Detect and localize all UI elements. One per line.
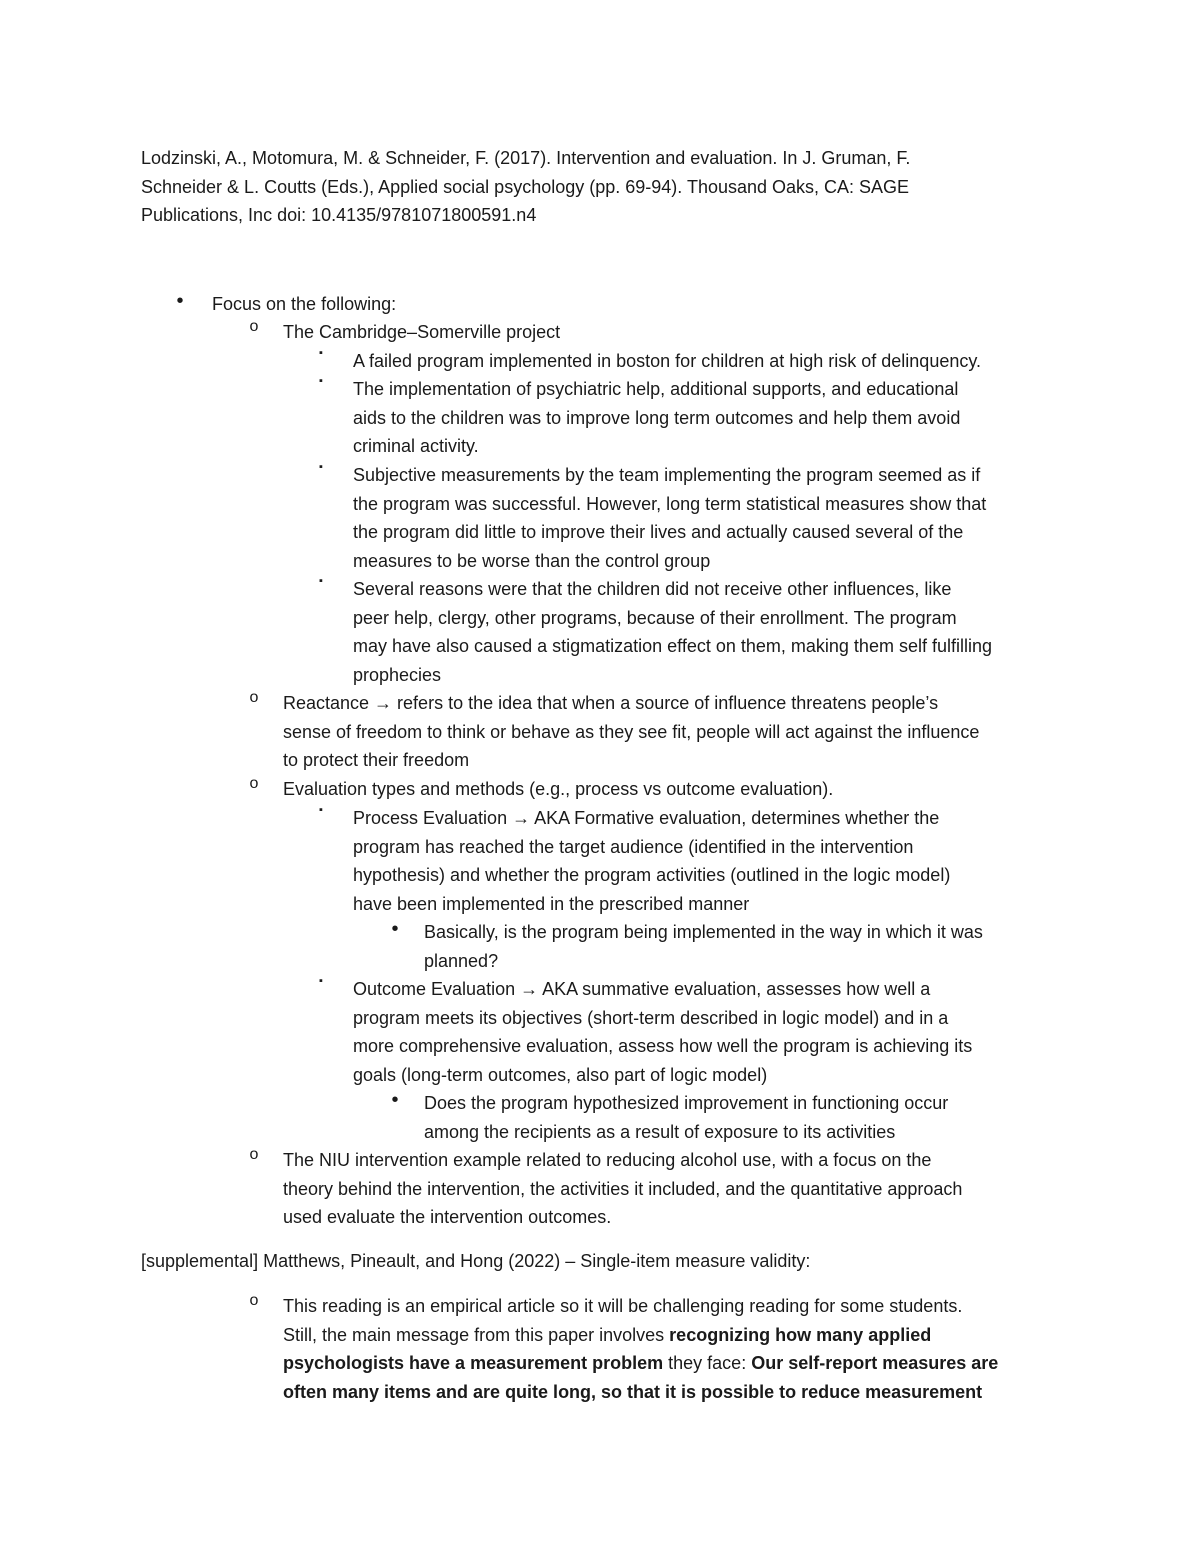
outcome-line: Outcome Evaluation → AKA summative evaluation, assesses how well a [353,979,931,999]
bullet-icon: • [176,290,184,312]
point-line: aids to the children was to improve long term outcomes and help them avoid [353,407,961,428]
circle-bullet-icon: o [249,318,259,335]
process-line: have been implemented in the prescribed manner [353,893,750,914]
bold-text: Our self-report measures are [751,1353,999,1373]
point-line: measures to be worse than the control group [353,550,711,571]
outcome-sub-line: among the recipients as a result of exposure to its activities [424,1121,896,1142]
cambridge-heading: The Cambridge–Somerville project [283,322,561,342]
point-line: Subjective measurements by the team implementing the program seemed as if [353,465,981,485]
point-line: A failed program implemented in boston for children at high risk of delinquency. [353,351,982,371]
bullet-icon: • [391,918,399,940]
focus-label: Focus on the following: [212,294,397,314]
circle-bullet-icon: o [249,689,259,706]
bold-text: psychologists have a measurement problem [283,1353,664,1373]
process-line: hypothesis) and whether the program activities (outlined in the logic model) [353,865,951,885]
citation [141,144,1041,230]
point-line: Several reasons were that the children did not receive other influences, like [353,579,952,599]
square-bullet-icon: ▪ [319,575,323,587]
circle-bullet-icon: o [249,1292,259,1309]
square-bullet-icon: ▪ [319,804,323,816]
circle-bullet-icon: o [249,775,259,792]
point-line: The implementation of psychiatric help, additional supports, and educational [353,379,959,399]
process-line: program has reached the target audience (identified in the intervention [353,836,914,857]
outcome-line: goals (long-term outcomes, also part of logic model) [353,1064,768,1085]
niu-line: used evaluate the intervention outcomes. [283,1207,612,1227]
point-line: criminal activity. [353,436,479,456]
bullet-icon: • [391,1089,399,1111]
point-line: prophecies [353,664,442,685]
reactance-line: to protect their freedom [283,750,470,770]
square-bullet-icon: ▪ [319,461,323,473]
point-line: may have also caused a stigmatization effect on them, making them self fulfilling [353,636,992,656]
square-bullet-icon: ▪ [319,975,323,987]
outcome-line: more comprehensive evaluation, assess how well the program is achieving its [353,1036,973,1056]
supplemental-line [283,1349,998,1378]
process-sub-line: planned? [424,950,499,971]
reactance-line: Reactance → refers to the idea that when a source of influence threatens people’s [283,693,939,713]
supplemental-heading: [supplemental] Matthews, Pineault, and Hong (2022) – Single-item measure validity: [141,1251,811,1271]
citation-line: Schneider & L. Coutts (Eds.), Applied social psychology (pp. 69-94). Thousand Oaks, CA: SAGE [141,176,910,197]
point-line: the program was successful. However, long term statistical measures show that [353,493,987,514]
citation-line: Lodzinski, A., Motomura, M. & Schneider, F. (2017). Intervention and evaluation. In J. Gruman, F. [141,148,911,168]
bold-text: recognizing how many applied [669,1324,932,1345]
process-sub-line: Basically, is the program being implemented in the way in which it was [424,922,983,942]
plain-text: Still, the main message from this paper involves [283,1324,670,1345]
niu-line: theory behind the intervention, the activities it included, and the quantitative approach [283,1178,963,1199]
point-line: peer help, clergy, other programs, because of their enrollment. The program [353,607,957,628]
process-line: Process Evaluation → AKA Formative evaluation, determines whether the [353,808,940,828]
supplemental-line [283,1321,998,1350]
square-bullet-icon: ▪ [319,347,323,359]
evaluation-heading: Evaluation types and methods (e.g., process vs outcome evaluation). [283,779,834,799]
circle-bullet-icon: o [249,1146,259,1163]
niu-line: The NIU intervention example related to reducing alcohol use, with a focus on the [283,1150,932,1170]
reactance-line: sense of freedom to think or behave as they see fit, people will act against the influence [283,721,980,742]
outcome-line: program meets its objectives (short-term described in logic model) and in a [353,1007,949,1028]
outcome-sub-line: Does the program hypothesized improvement in functioning occur [424,1093,949,1113]
supplemental-line: This reading is an empirical article so it will be challenging reading for some students. [283,1296,963,1316]
point-line: the program did little to improve their lives and actually caused several of the [353,522,964,542]
supplemental-line: often many items and are quite long, so that it is possible to reduce measurement [283,1381,983,1402]
square-bullet-icon: ▪ [319,375,323,387]
plain-text: they face: [663,1353,752,1373]
citation-line: Publications, Inc doi: 10.4135/9781071800591.n4 [141,205,537,225]
